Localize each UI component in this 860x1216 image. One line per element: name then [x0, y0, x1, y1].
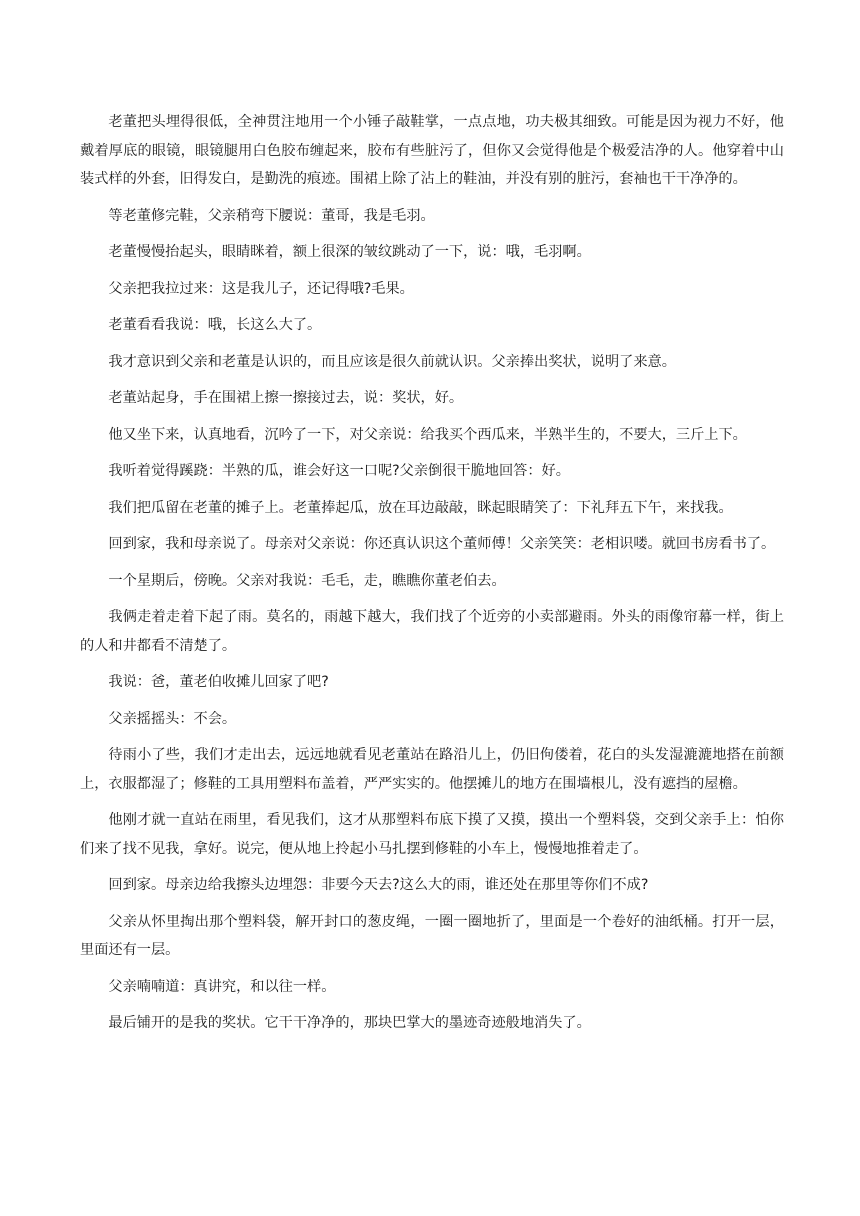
paragraph: 老董站起身，手在围裙上擦一擦接过去，说：奖状，好。 — [108, 390, 464, 406]
paragraph: 我说：爸，董老伯收摊儿回家了吧? — [108, 674, 329, 690]
paragraph: 我俩走着走着下起了雨。莫名的，雨越下越大，我们找了个近旁的小卖部避雨。外头的雨像帘幕一样，街上的人和井都看不清楚了。 — [80, 609, 784, 654]
paragraph: 待雨小了些，我们才走出去，远远地就看见老董站在路沿儿上，仍旧佝偻着，花白的头发湿漉漉地搭在前额上，衣服都湿了；修鞋的工具用塑料布盖着，严严实实的。他摆摊儿的地方在围墙根儿，没有遮挡的屋檐。 — [80, 747, 784, 792]
paragraph: 老董慢慢抬起头，眼睛眯着，额上很深的皱纹跳动了一下，说：哦，毛羽啊。 — [108, 244, 591, 260]
paragraph: 老董把头埋得很低，全神贯注地用一个小锤子敲鞋掌，一点点地，功夫极其细致。可能是因为视力不好，他戴着厚底的眼镜，眼镜腿用白色胶布缠起来，胶布有些脏污了，但你又会觉得他是个极爱洁净的人。他穿着中山装式样的外套，旧得发白，是勤洗的痕迹。围裙上除了沾上的鞋油，并没有别的脏污，套袖也干干净净的。 — [80, 114, 784, 187]
paragraph: 回到家，我和母亲说了。母亲对父亲说：你还真认识这个董师傅！父亲笑笑：老相识喽。就回书房看书了。 — [108, 536, 776, 552]
paragraph: 我才意识到父亲和老董是认识的，而且应该是很久前就认识。父亲捧出奖状，说明了来意。 — [108, 353, 676, 370]
paragraph: 一个星期后，傍晚。父亲对我说：毛毛，走，瞧瞧你董老伯去。 — [108, 572, 506, 589]
paragraph: 我听着觉得蹊跷：半熟的瓜，谁会好这一口呢?父亲倒很干脆地回答：好。 — [108, 463, 570, 479]
paragraph: 等老董修完鞋，父亲稍弯下腰说：董哥，我是毛羽。 — [108, 207, 435, 224]
paragraph: 他刚才就一直站在雨里，看见我们，这才从那塑料布底下摸了又摸，摸出一个塑料袋，交到父亲手上：怕你们来了找不见我，拿好。说完，便从地上拎起小马扎摆到修鞋的小车上，慢慢地推着走了。 — [80, 812, 784, 857]
paragraph: 父亲把我拉过来：这是我儿子，还记得哦?毛果。 — [108, 280, 414, 297]
paragraph: 回到家。母亲边给我擦头边埋怨：非要今天去?这么大的雨，谁还处在那里等你们不成? — [108, 877, 649, 893]
paragraph: 父亲喃喃道：真讲究，和以往一样。 — [108, 978, 336, 995]
story-text — [80, 108, 784, 1046]
paragraph: 他又坐下来，认真地看，沉吟了一下，对父亲说：给我买个西瓜来，半熟半生的，不要大，三斤上下。 — [108, 426, 747, 443]
paragraph: 父亲摇摇头：不会。 — [108, 710, 237, 727]
paragraph: 最后铺开的是我的奖状。它干干净净的，那块巴掌大的墨迹奇迹般地消失了。 — [108, 1015, 591, 1031]
paragraph: 父亲从怀里掏出那个塑料袋，解开封口的葱皮绳，一圈一圈地折了，里面是一个卷好的油纸桶。打开一层，里面还有一层。 — [80, 913, 784, 958]
paragraph: 老董看看我说：哦，长这么大了。 — [108, 317, 322, 333]
paragraph: 我们把瓜留在老董的摊子上。老董捧起瓜，放在耳边敲敲，眯起眼睛笑了：下礼拜五下午，来找我。 — [108, 499, 733, 516]
